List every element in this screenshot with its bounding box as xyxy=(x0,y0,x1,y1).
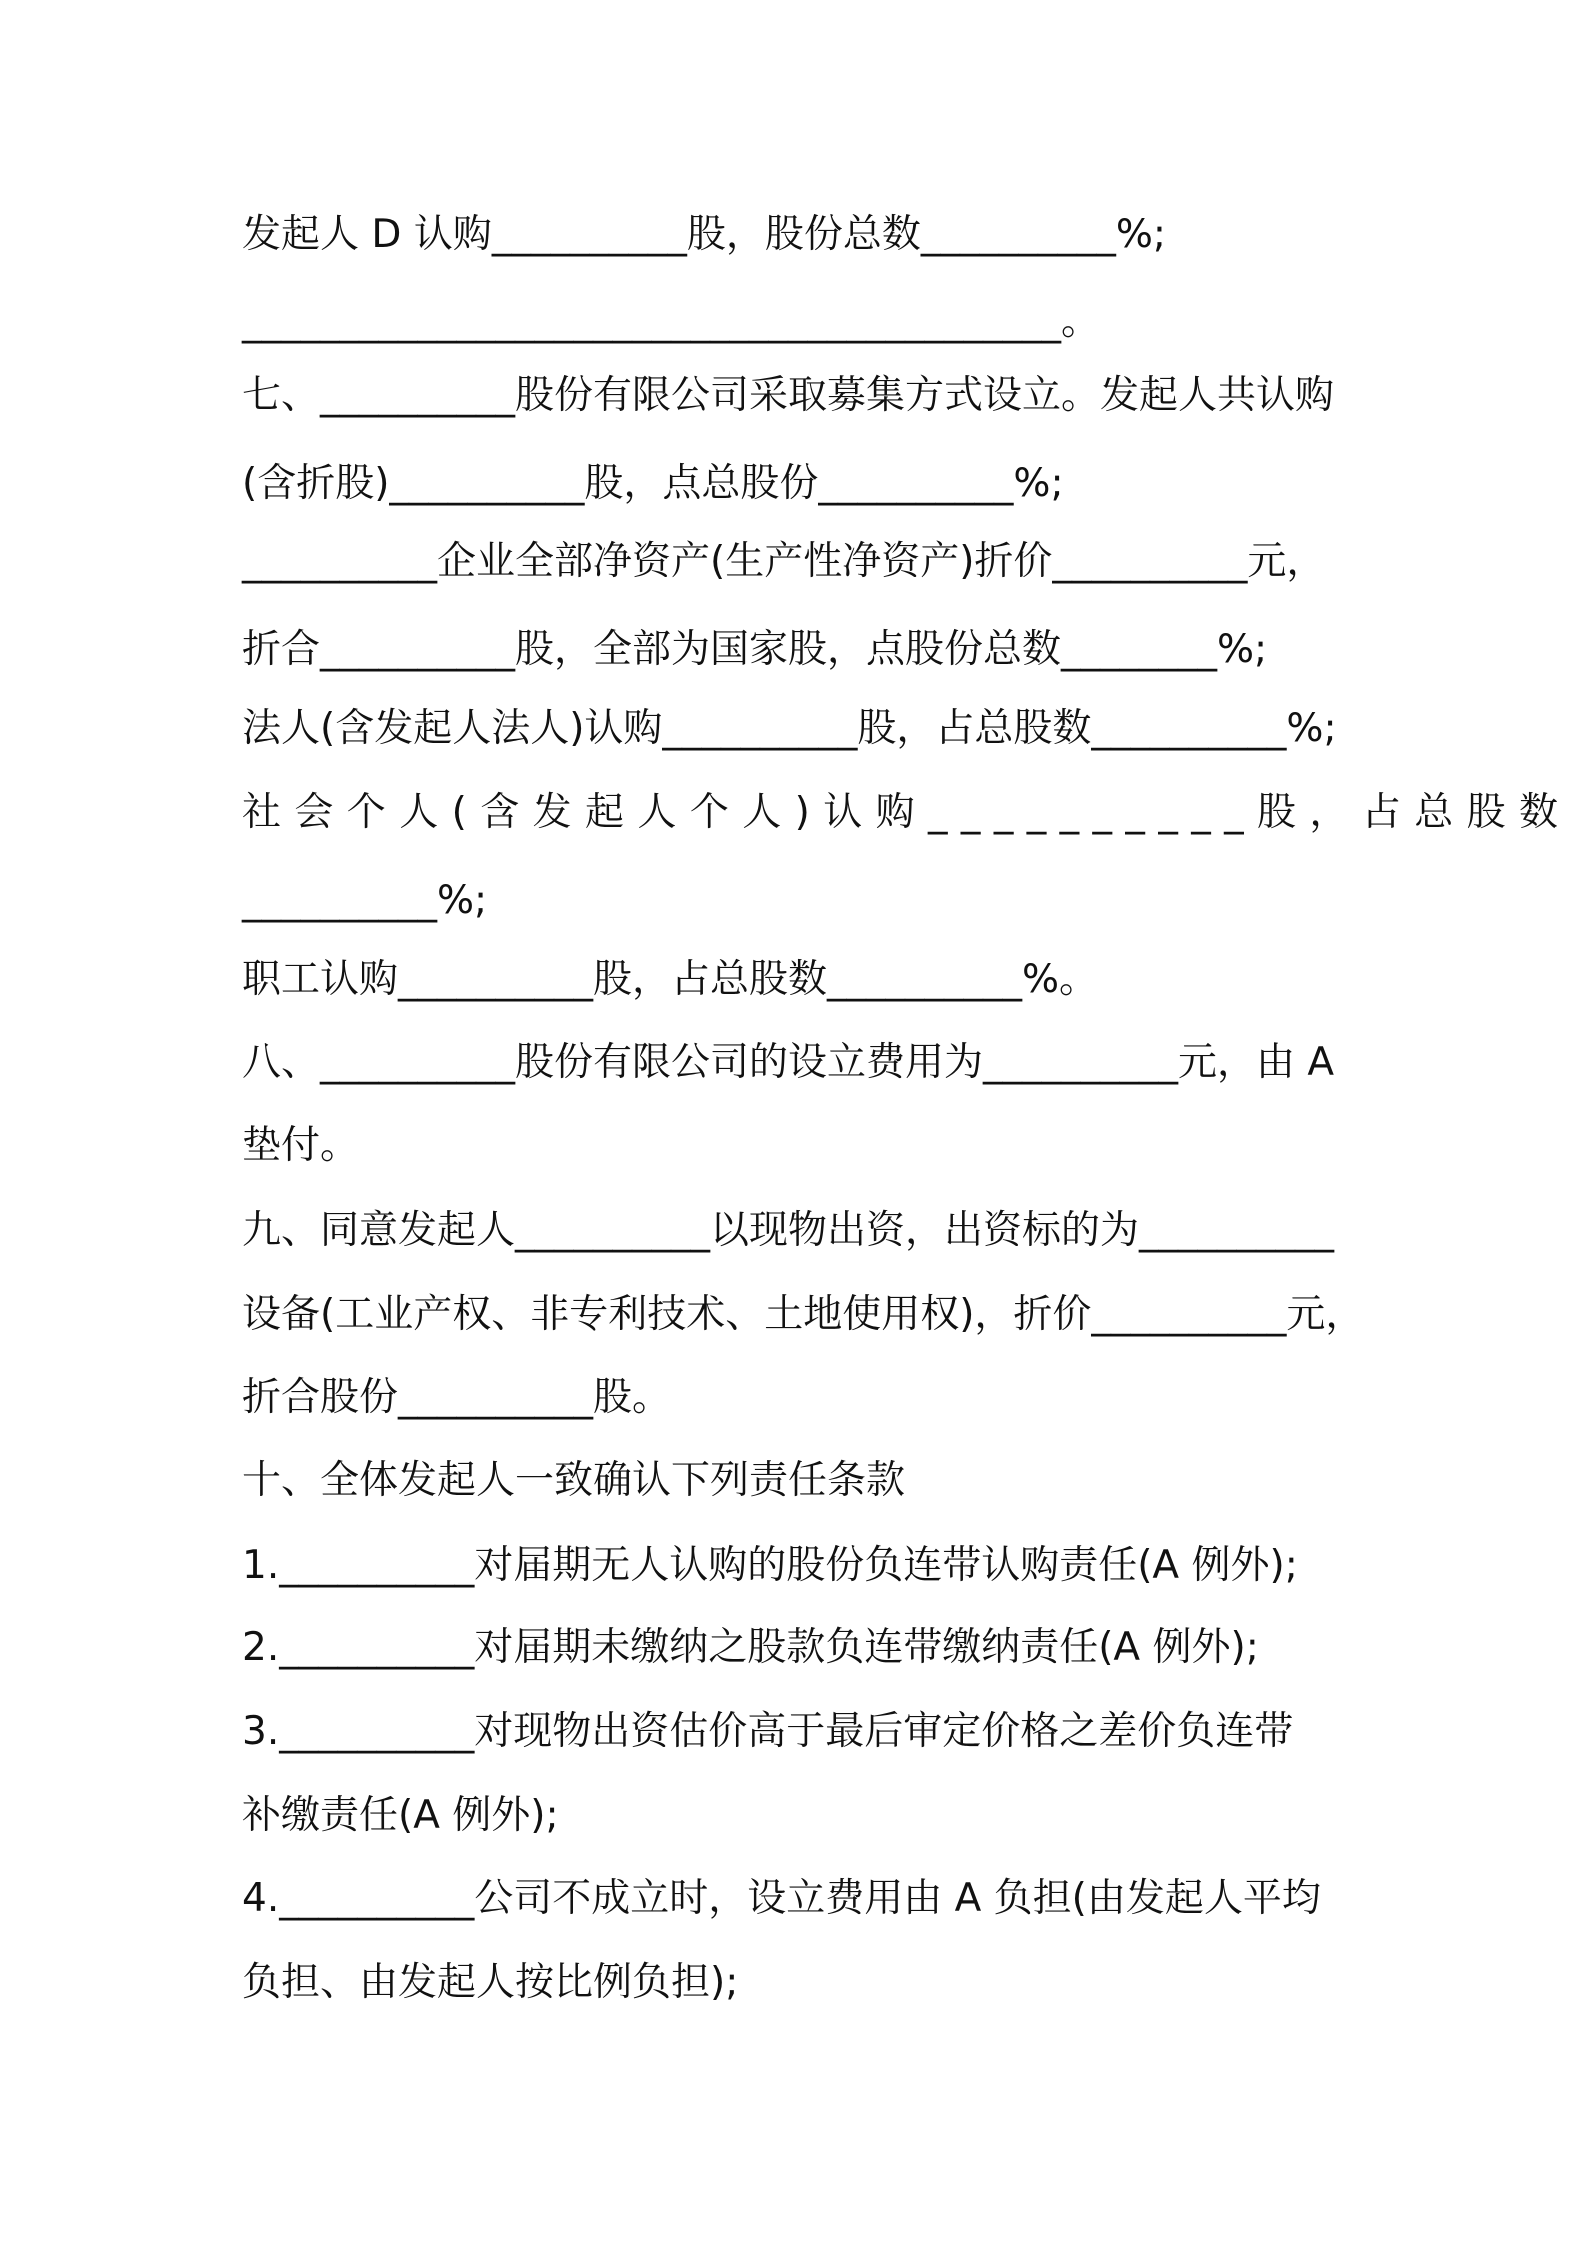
text-line: 职工认购__________股，占总股数__________%。 xyxy=(242,957,1099,1002)
text-line: 1.__________对届期无人认购的股份负连带认购责任(A 例外); xyxy=(242,1543,1298,1588)
text-line: 十、全体发起人一致确认下列责任条款 xyxy=(242,1458,906,1503)
text-line: 补缴责任(A 例外); xyxy=(242,1793,559,1838)
text-line: 设备(工业产权、非专利技术、土地使用权)，折价__________元， xyxy=(242,1292,1365,1337)
text-line: __________________________________________。 xyxy=(242,299,1100,344)
text-line: 负担、由发起人按比例负担); xyxy=(242,1960,739,2005)
text-line: 4.__________公司不成立时，设立费用由 A 负担(由发起人平均 xyxy=(242,1876,1321,1921)
text-line: (含折股)__________股，点总股份__________%; xyxy=(242,461,1064,506)
text-line: __________%; xyxy=(242,878,488,923)
text-line: 3.__________对现物出资估价高于最后审定价格之差价负连带 xyxy=(242,1709,1294,1754)
text-line: 九、同意发起人__________以现物出资，出资标的为__________ xyxy=(242,1208,1335,1253)
text-line: 折合__________股，全部为国家股，点股份总数________%; xyxy=(242,627,1268,672)
text-line: 折合股份__________股。 xyxy=(242,1375,672,1420)
text-line: 八、__________股份有限公司的设立费用为__________元，由 A xyxy=(242,1040,1335,1085)
text-line: 社会个人(含发起人个人)认购__________股，占总股数 xyxy=(242,790,1572,835)
text-line: 垫付。 xyxy=(242,1123,360,1168)
text-line: 七、__________股份有限公司采取募集方式设立。发起人共认购 xyxy=(242,373,1335,418)
text-line: 法人(含发起人法人)认购__________股，占总股数__________%; xyxy=(242,706,1337,751)
text-line: __________企业全部净资产(生产性净资产)折价__________元， xyxy=(242,539,1326,584)
text-line: 发起人 D 认购__________股，股份总数__________%; xyxy=(242,212,1167,257)
text-line: 2.__________对届期未缴纳之股款负连带缴纳责任(A 例外); xyxy=(242,1625,1259,1670)
